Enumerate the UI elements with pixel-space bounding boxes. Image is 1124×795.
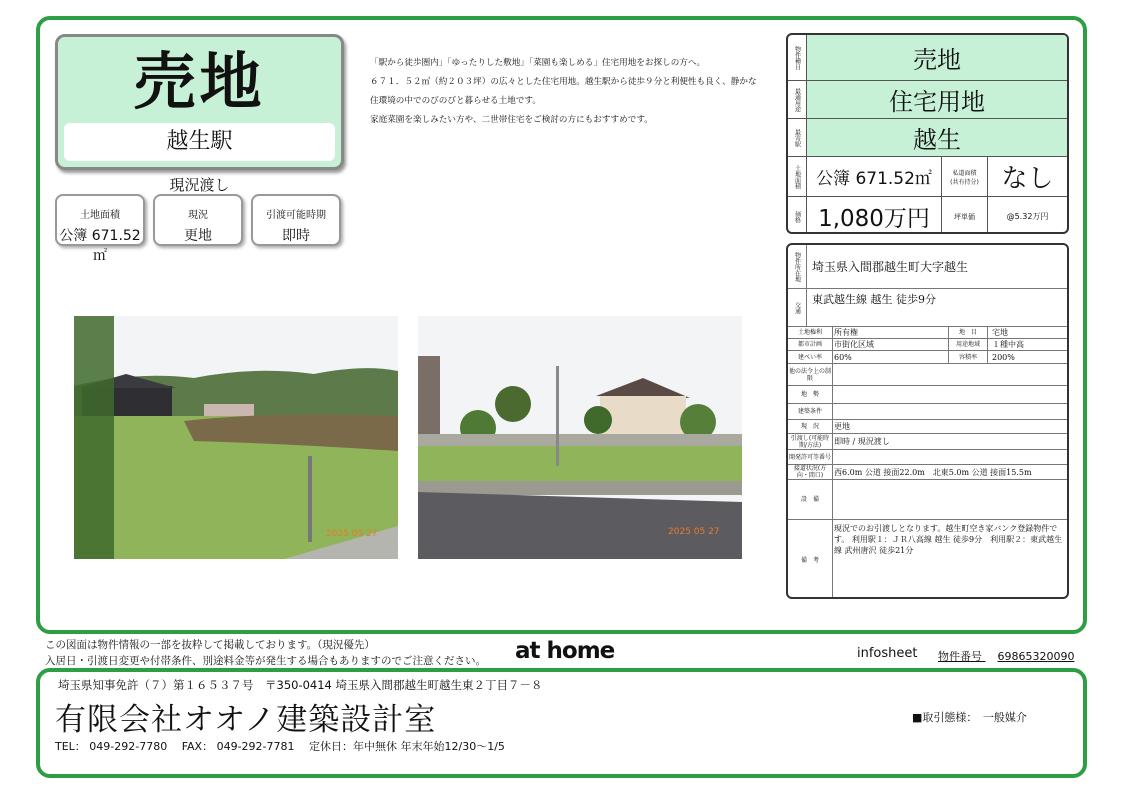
condition-label: 現況渡し xyxy=(169,176,230,194)
price-label: 価格 xyxy=(788,197,807,234)
intro-line-1: 「駅から徒歩圏内」「ゆったりした敷地」「菜園も楽しめる」住宅用地をお探しの方へ。 xyxy=(370,58,706,68)
station-row-label: 最寄駅 xyxy=(788,119,807,156)
company-contact: TEL： 049-292-7780 FAX： 049-292-7781 定休日：年中無休 年末年始12/30～1/5 xyxy=(55,740,505,753)
status-row-label: 現 況 xyxy=(788,420,833,433)
zoning-label: 用途地域 xyxy=(948,339,988,350)
station-label: 越生駅 xyxy=(64,123,335,161)
intro-line-2: ６７１．５２㎡（約２０３坪）の広々とした住宅用地。越生駅から徒歩９分と利便性も良く、静かな住環境の中でのびのびと暮らせる土地です。 xyxy=(370,77,757,106)
infosheet-label: infosheet xyxy=(857,646,918,661)
athome-logo: at home xyxy=(515,638,615,664)
footer-notes xyxy=(45,637,486,669)
land-right-label: 土地権利 xyxy=(788,327,833,338)
photo-date-stamp-1: 2025 05 27 xyxy=(326,529,378,539)
handover-box xyxy=(251,194,341,246)
handover-box-label: 引渡可能時期 xyxy=(266,210,326,221)
photo-lot-right xyxy=(418,316,742,559)
land-category-label: 地 目 xyxy=(948,327,988,338)
status-row-value: 更地 xyxy=(834,422,850,431)
land-category-value: 宅地 xyxy=(992,328,1008,337)
station-value: 越生 xyxy=(807,119,1067,156)
private-road-label xyxy=(942,157,988,196)
terrain-label: 地 勢 xyxy=(788,386,833,403)
land-right-value: 所有権 xyxy=(834,328,858,337)
private-road-value: なし xyxy=(1001,164,1054,194)
property-number xyxy=(938,648,1074,664)
footer-note-2: 入居日・引渡日変更や付帯条件、別途料金等が発生する場合もありますのでご注意ください。 xyxy=(45,655,486,667)
handover-row-value: 即時 / 現況渡し xyxy=(834,437,890,446)
city-plan-value: 市街化区域 xyxy=(834,340,874,349)
area-box-label: 土地面積 xyxy=(80,210,120,221)
status-box-value: 更地 xyxy=(184,228,212,244)
price-value: 1,080万円 xyxy=(807,197,942,234)
area-value: 公簿 671.52㎡ xyxy=(807,157,942,196)
far-value: 200% xyxy=(992,352,1015,362)
company-name: 有限会社オオノ建築設計室 xyxy=(55,702,437,738)
far-label: 容積率 xyxy=(948,351,988,363)
handover-box-value: 即時 xyxy=(282,228,310,244)
zoning-value: １種中高 xyxy=(992,340,1024,349)
remarks-value: 現況でのお引渡しとなります。越生町空き家バンク登録物件です。 利用駅１：ＪＲ八高線 越生 徒歩9分 利用駅２：東武越生線 武州唐沢 徒歩21分 xyxy=(834,524,1063,555)
transport-label: 交通 xyxy=(788,289,807,326)
dev-permit-label: 開発許可等番号 xyxy=(788,450,833,464)
private-road-sub-text: (共有持分) xyxy=(950,178,979,186)
transaction-type: ■取引態様： 一般媒介 xyxy=(912,711,1027,724)
license-info: 埼玉県知事免許（７）第１６５３７号 〒350-0414 埼玉県入間郡越生町越生東２丁目７－８ xyxy=(58,678,543,692)
unit-price-value: @5.32万円 xyxy=(1006,212,1049,221)
unit-price-label: 坪単価 xyxy=(942,197,988,234)
photo-lot-left xyxy=(74,316,398,559)
handover-row-label: 引渡し(可能時期/方法) xyxy=(788,434,833,449)
area-box xyxy=(55,194,145,264)
use-label: 最適用途 xyxy=(788,81,807,118)
building-cond-label: 建築条件 xyxy=(788,404,833,419)
area-box-value: 公簿 671.52㎡ xyxy=(59,228,141,264)
property-type-title: 売地 xyxy=(133,45,266,118)
road-label: 接道状況(方向・間口) xyxy=(788,465,833,479)
photo-lot-left-image xyxy=(74,316,398,559)
intro-text xyxy=(370,54,765,130)
address-value: 埼玉県入間郡越生町大字越生 xyxy=(812,260,969,274)
transport-value: 東武越生線 越生 徒歩9分 xyxy=(812,293,936,306)
summary-table xyxy=(786,33,1069,234)
type-value: 売地 xyxy=(807,35,1067,80)
photo-date-stamp-2: 2025 05 27 xyxy=(668,527,720,537)
status-box-label: 現況 xyxy=(188,210,208,221)
footer-note-1: この図面は物件情報の一部を抜粋して掲載しております。（現況優先） xyxy=(45,639,375,651)
detail-table xyxy=(786,243,1069,599)
private-road-label-text: 私道面積 xyxy=(952,169,977,177)
road-value: 西6.0m 公道 接面22.0m 北東5.0m 公道 接面15.5m xyxy=(834,467,1032,477)
other-law-label: 他の法令上の制限 xyxy=(788,364,833,385)
coverage-label: 建ぺい率 xyxy=(788,351,833,363)
property-number-label: 物件番号 xyxy=(938,650,982,663)
property-number-value: 69865320090 xyxy=(997,650,1075,663)
remarks-label: 備 考 xyxy=(788,520,833,599)
facility-label: 設 備 xyxy=(788,480,833,519)
area-row-label: 土地面積 xyxy=(788,157,807,196)
type-label: 物件種目 xyxy=(788,35,807,80)
intro-line-3: 家庭菜園を楽しみたい方や、二世帯住宅をご検討の方にもおすすめです。 xyxy=(370,115,653,125)
use-value: 住宅用地 xyxy=(807,81,1067,118)
address-label: 物件所在地 xyxy=(788,245,807,288)
city-plan-label: 都市計画 xyxy=(788,339,833,350)
title-box xyxy=(55,34,344,170)
status-box xyxy=(153,194,243,246)
coverage-value: 60% xyxy=(834,352,852,362)
photo-lot-right-image xyxy=(418,316,742,559)
